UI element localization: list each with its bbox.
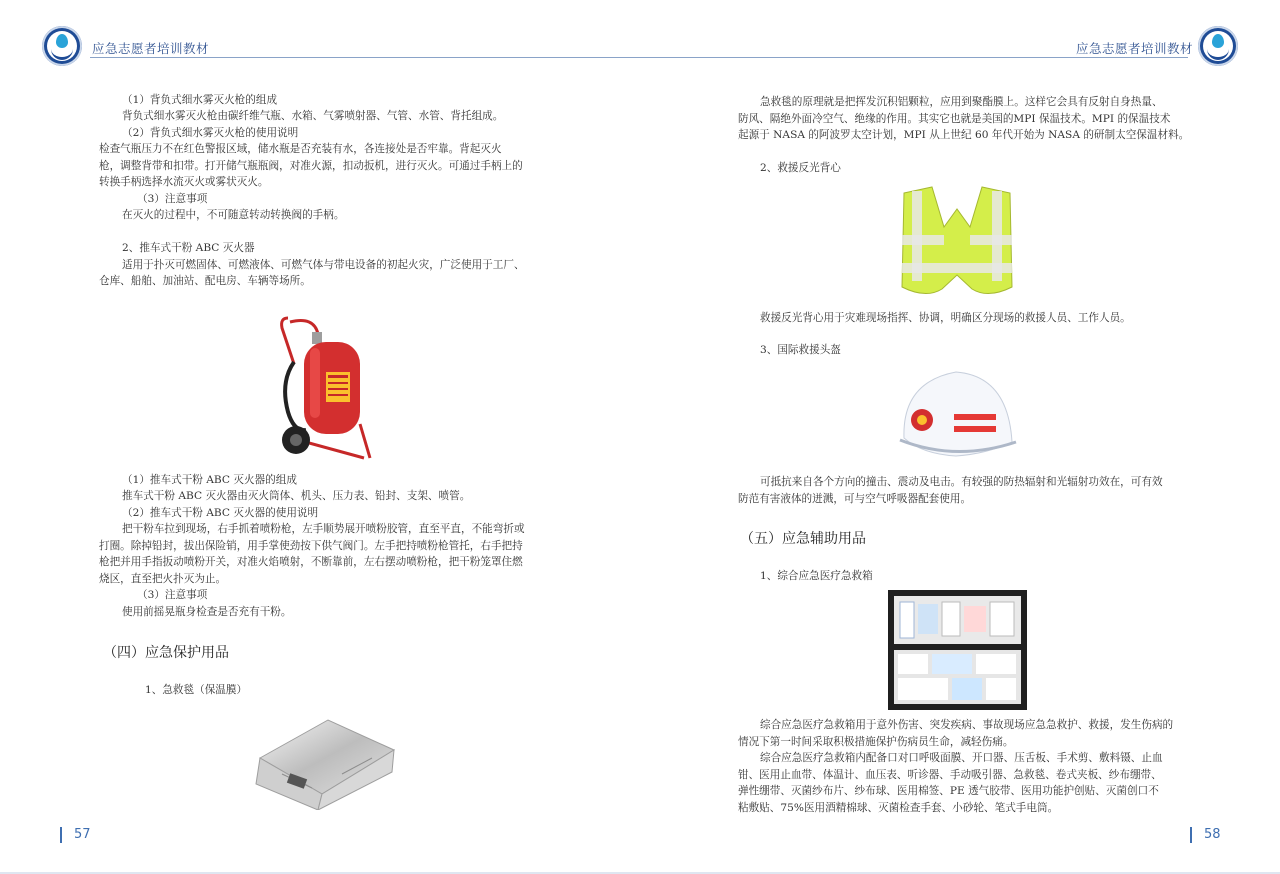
text-line: 防范有害液体的迸溅，可与空气呼吸器配套使用。 — [738, 493, 972, 505]
logo-left — [42, 26, 82, 66]
sub-heading: 1、急救毯（保温膜） — [145, 684, 248, 696]
page-number-left: 57 — [74, 827, 91, 842]
text-line: 枪，调整背带和扣带。打开储气瓶瓶阀，对准火源，扣动扳机，进行灭火。可通过手柄上的 — [99, 160, 523, 172]
text-line: 综合应急医疗急救箱用于意外伤害、突发疾病、事故现场应急急救护、救援，发生伤病的 — [760, 719, 1174, 731]
header-title-left: 应急志愿者培训教材 — [92, 41, 210, 56]
text-line: 弹性绷带、灭菌纱布片、纱布球、医用棉签、PE 透气胶带、医用功能护创贴、灭菌创口不 — [738, 785, 1159, 797]
header-divider — [90, 57, 1188, 58]
text-line: 起源于 NASA 的阿波罗太空计划，MPI 从上世纪 60 年代开始为 NASA 的研制太空保温材料。 — [738, 129, 1190, 141]
section-heading: （四）应急保护用品 — [103, 645, 229, 661]
page-number-bar — [1190, 827, 1192, 843]
trolley-extinguisher-image — [274, 312, 374, 464]
sub-heading: 1、综合应急医疗急救箱 — [760, 570, 873, 582]
text-line: （2）背负式细水雾灭火枪的使用说明 — [122, 127, 299, 139]
text-line: 适用于扑灭可燃固体、可燃液体、可燃气体与带电设备的初起火灾，广泛使用于工厂、 — [122, 259, 525, 271]
text-line: （3）注意事项 — [137, 193, 208, 205]
text-line: 在灭火的过程中，不可随意转动转换阀的手柄。 — [122, 209, 345, 221]
text-line: 情况下第一时间采取积极措施保护伤病员生命，减轻伤痛。 — [738, 736, 1014, 748]
logo-right — [1198, 26, 1238, 66]
text-line: 烧区，直至把火扑灭为止。 — [99, 573, 227, 585]
text-line: （1）推车式干粉 ABC 灭火器的组成 — [122, 474, 297, 486]
page-number-bar — [60, 827, 62, 843]
text-line: 打圈。除掉铅封，拔出保险销，用手掌使劲按下供气阀门。左手把持喷粉枪管托，右手把持 — [99, 540, 523, 552]
text-line: 转换手柄选择水流灭火或雾状灭火。 — [99, 176, 269, 188]
emergency-blanket-image — [252, 714, 398, 810]
text-line: 枪把并用手指扳动喷粉开关，对准火焰喷射，不断靠前，左右摆动喷粉枪，把干粉笼罩住燃 — [99, 556, 523, 568]
text-line: 可抵抗来自各个方向的撞击、震动及电击。有较强的防热辐射和光辐射功效在，可有效 — [760, 476, 1163, 488]
text-line: 使用前摇晃瓶身检查是否充有干粉。 — [122, 606, 292, 618]
sub-heading: 2、救援反光背心 — [760, 162, 841, 174]
text-line: 救援反光背心用于灾难现场指挥、协调，明确区分现场的救援人员、工作人员。 — [760, 312, 1131, 324]
text-line: 综合应急医疗急救箱内配备口对口呼吸面膜、开口器、压舌板、手术剪、敷料镊、止血 — [760, 752, 1163, 764]
header-title-right: 应急志愿者培训教材 — [1076, 41, 1194, 56]
text-line: 背负式细水雾灭火枪由碳纤维气瓶、水箱、气雾喷射器、气管、水管、背托组成。 — [122, 110, 504, 122]
text-line: 把干粉车拉到现场，右手抓着喷粉枪，左手顺势展开喷粉胶管，直至平直，不能弯折或 — [122, 523, 525, 535]
rescue-helmet-image — [896, 362, 1018, 462]
text-line: 2、推车式干粉 ABC 灭火器 — [122, 242, 255, 254]
text-line: （1）背负式细水雾灭火枪的组成 — [122, 94, 278, 106]
text-line: 仓库、船舶、加油站、配电房、车辆等场所。 — [99, 275, 311, 287]
text-line: 推车式干粉 ABC 灭火器由灭火筒体、机头、压力表、铅封、支架、喷管。 — [122, 490, 471, 502]
page-number-right: 58 — [1204, 827, 1221, 842]
text-line: 防风、隔绝外面冷空气、绝缘的作用。其实它也就是美国的MPI 保温技术。MPI 的保温技术 — [738, 113, 1171, 125]
section-heading: （五）应急辅助用品 — [740, 531, 866, 547]
text-line: （2）推车式干粉 ABC 灭火器的使用说明 — [122, 507, 319, 519]
sub-heading: 3、国际救援头盔 — [760, 344, 841, 356]
text-line: 钳、医用止血带、体温计、血压表、听诊器、手动吸引器、急救毯、卷式夹板、纱布绷带、 — [738, 769, 1162, 781]
first-aid-kit-image — [888, 590, 1027, 710]
text-line: 粘敷贴、75%医用酒精棉球、灭菌检查手套、小砂轮、笔式手电筒。 — [738, 802, 1059, 814]
reflective-vest-image — [898, 183, 1016, 301]
text-line: 检查气瓶压力不在红色警报区域，储水瓶是否充装有水，各连接处是否牢靠。背起灭火 — [99, 143, 502, 155]
text-line: 急救毯的原理就是把挥发沉积铝颗粒，应用到聚酯膜上。这样它会具有反射自身热量、 — [760, 96, 1163, 108]
text-line: （3）注意事项 — [137, 589, 208, 601]
